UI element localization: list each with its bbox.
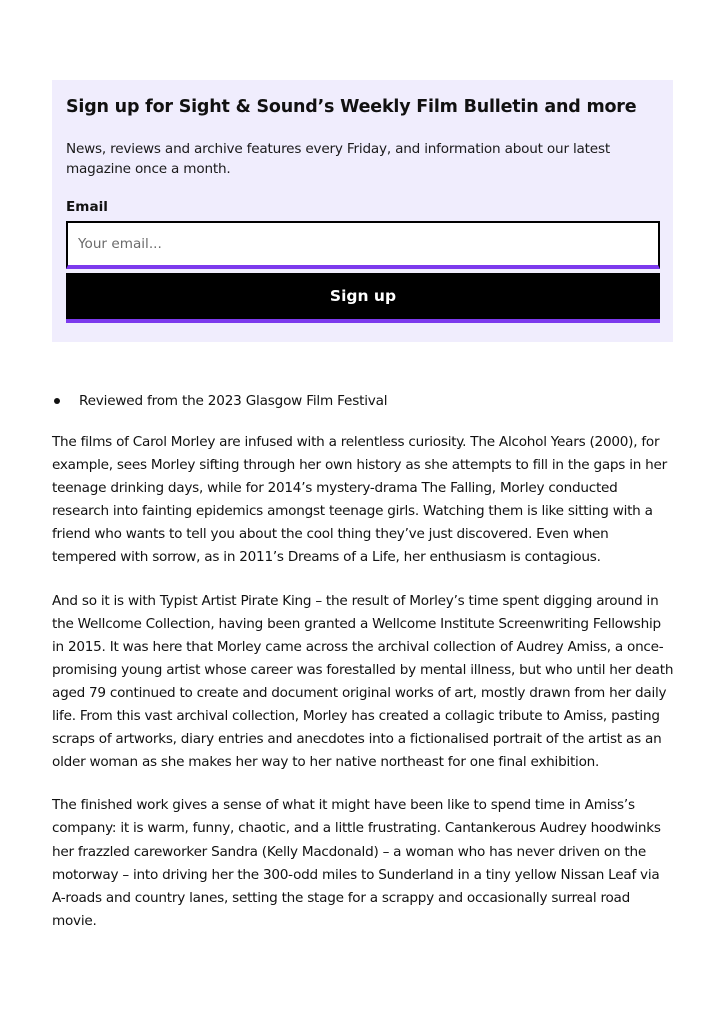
bullet-icon (54, 398, 60, 404)
signup-description: News, reviews and archive features every Friday, and information about our latest magazine once a month. (66, 141, 610, 177)
article-body (52, 431, 676, 953)
email-input[interactable] (66, 221, 660, 269)
signup-title: Sign up for Sight & Sound’s Weekly Film Bulletin and more (66, 97, 637, 117)
article-paragraph: The films of Carol Morley are infused with a relentless curiosity. The Alcohol Years (2000), for example, sees Morley sifting through her own history as she attempts to fill in the gaps in her teenage drinking days, while for 2014’s mystery-drama The Falling, Morley conducted research into fainting epidemics amongst teenage girls. Watching them is like sitting with a friend who wants to tell you about the cool thing they’ve just discovered. Even when tempered with sorrow, as in 2011’s Dreams of a Life, her enthusiasm is contagious. (52, 434, 667, 566)
list-item (52, 390, 672, 412)
review-meta-list (52, 390, 672, 412)
review-meta-text: Reviewed from the 2023 Glasgow Film Festival (79, 393, 388, 409)
newsletter-signup-box (52, 80, 673, 342)
signup-button[interactable]: Sign up (66, 273, 660, 323)
article-paragraph: And so it is with Typist Artist Pirate King – the result of Morley’s time spent digging around in the Wellcome Collection, having been granted a Wellcome Institute Screenwriting Fellowship in 2015. It was here that Morley came across the archival collection of Audrey Amiss, a once-promising young artist whose career was forestalled by mental illness, but who until her death aged 79 continued to create and document original works of art, mostly drawn from her daily life. From this vast archival collection, Morley has created a collagic tribute to Amiss, pasting scraps of artworks, diary entries and anecdotes into a fictionalised portrait of the artist as an older woman as she makes her way to her native northeast for one final exhibition. (52, 592, 674, 771)
article-paragraph: The finished work gives a sense of what it might have been like to spend time in Amiss’s company: it is warm, funny, chaotic, and a little frustrating. Cantankerous Audrey hoodwinks her frazzled careworker Sandra (Kelly Macdonald) – a woman who has never driven on the motorway – into driving her the 300-odd miles to Sunderland in a tiny yellow Nissan Leaf via A-roads and country lanes, setting the stage for a scrappy and occasionally surreal road movie. (52, 797, 661, 929)
email-label: Email (66, 199, 108, 215)
